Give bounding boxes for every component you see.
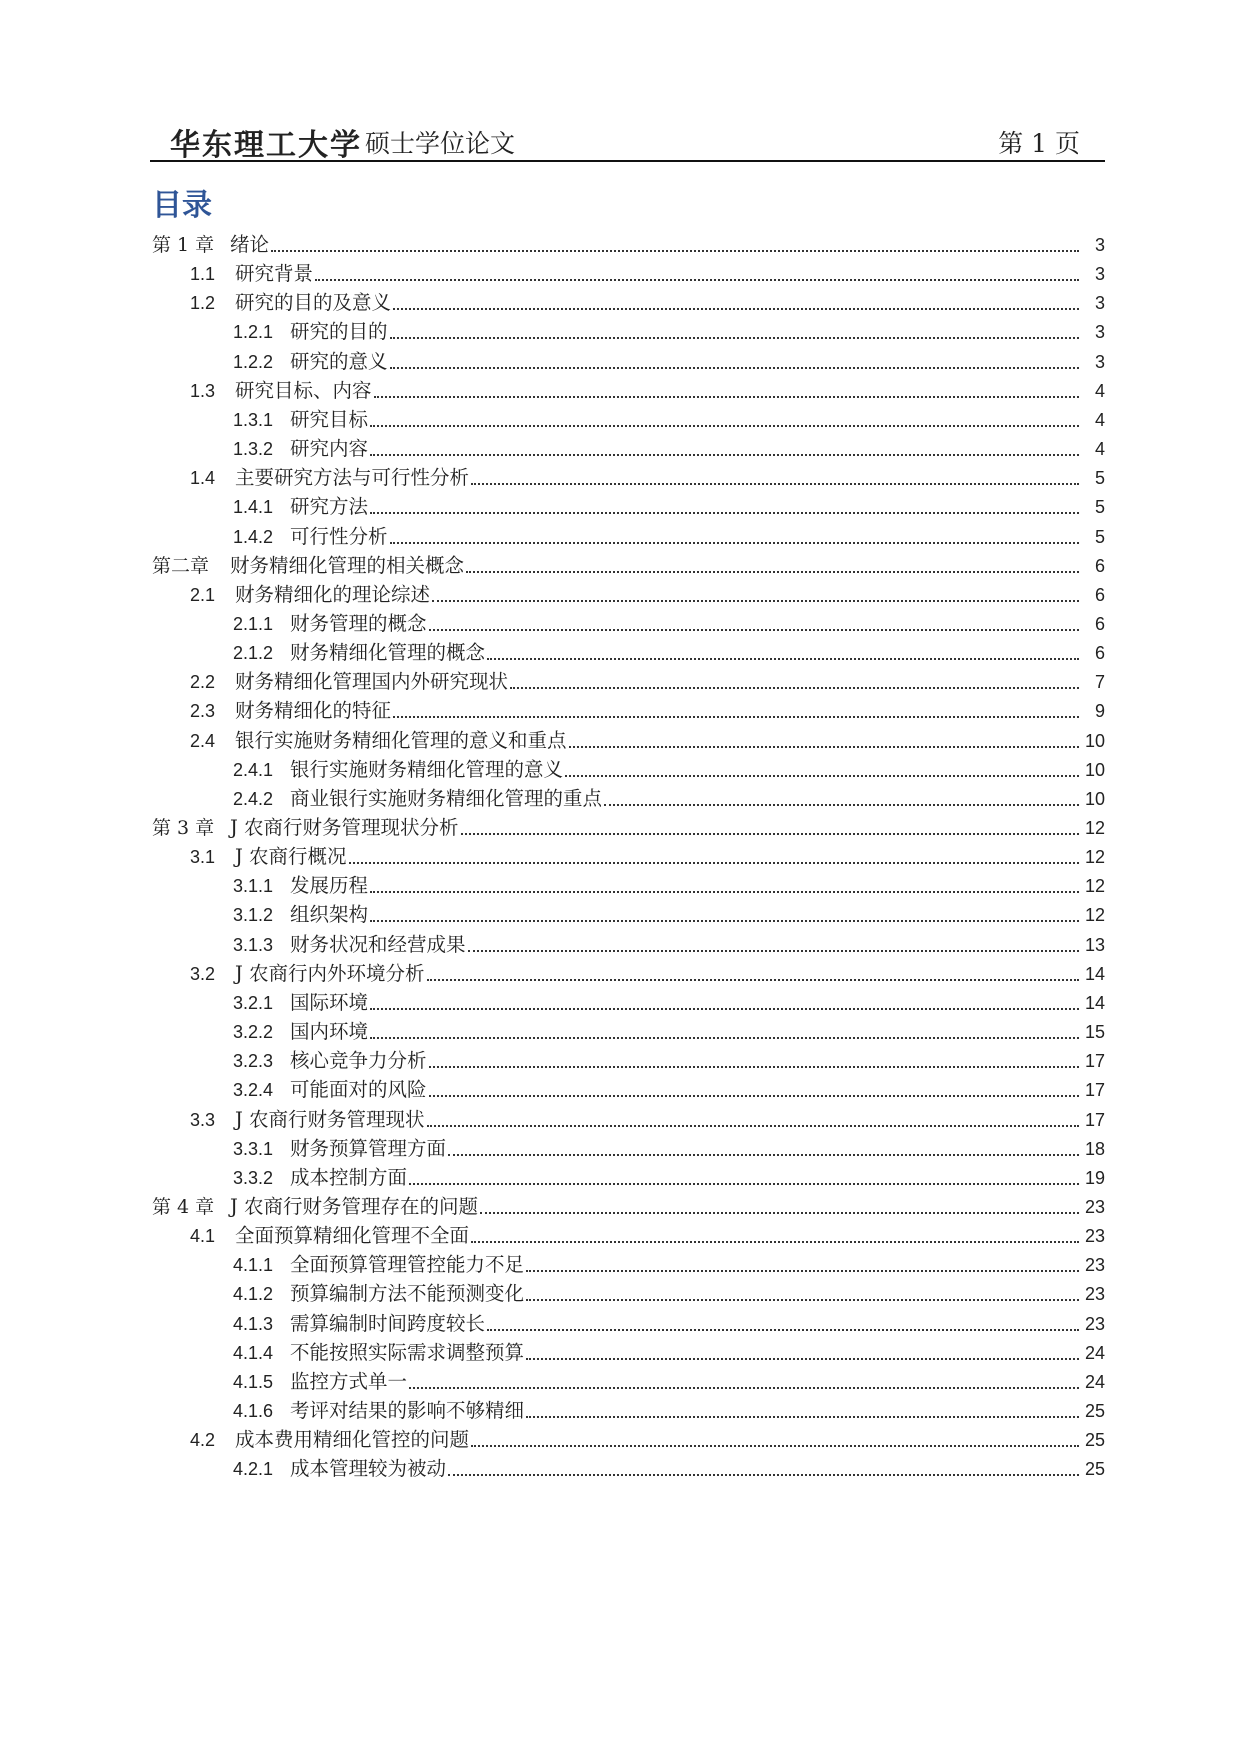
toc-entry[interactable]	[0, 1367, 1241, 1397]
toc-entry-number: 第 4 章	[152, 1195, 215, 1218]
toc-entry[interactable]	[0, 784, 1241, 814]
toc-entry[interactable]	[0, 230, 1241, 260]
toc-entry-label: 研究目标、内容	[235, 378, 372, 402]
toc-entry-label: 研究内容	[290, 437, 369, 461]
toc-entry[interactable]	[0, 900, 1241, 930]
toc-entry[interactable]	[0, 1192, 1241, 1222]
toc-dot-leader	[468, 950, 1079, 952]
toc-entry[interactable]	[0, 1221, 1241, 1251]
toc-entry-label: 银行实施财务精细化管理的意义	[290, 757, 564, 781]
toc-entry[interactable]	[0, 1046, 1241, 1076]
toc-entry-page: 14	[1084, 992, 1105, 1013]
toc-entry-label: 财务精细化管理的相关概念	[230, 553, 465, 577]
toc-entry-page: 23	[1084, 1284, 1105, 1305]
toc-dot-leader	[510, 687, 1079, 689]
toc-dot-leader	[461, 833, 1079, 835]
toc-entry-label: 研究背景	[235, 262, 314, 286]
toc-dot-leader	[429, 629, 1079, 631]
toc-entry-label: 发展历程	[290, 874, 369, 898]
toc-entry-number: 1.4.2	[233, 526, 274, 547]
toc-entry[interactable]	[0, 1075, 1241, 1105]
toc-entry-label: 财务精细化管理的概念	[290, 641, 486, 665]
toc-entry-number: 2.1	[190, 584, 216, 605]
toc-dot-leader	[409, 1387, 1079, 1389]
toc-entry-page: 23	[1084, 1255, 1105, 1276]
toc-entry[interactable]	[0, 1163, 1241, 1193]
toc-entry[interactable]	[0, 551, 1241, 581]
toc-entry-number: 3.1.3	[233, 934, 274, 955]
toc-entry-label: 国际环境	[290, 990, 369, 1014]
toc-entry-number: 1.3.2	[233, 439, 274, 460]
toc-dot-leader	[374, 396, 1079, 398]
toc-entry-page: 6	[1094, 643, 1105, 664]
toc-dot-leader	[526, 1416, 1079, 1418]
toc-entry-label: 研究的目的	[290, 320, 388, 344]
toc-entry-number: 1.1	[190, 264, 216, 285]
toc-entry-page: 10	[1084, 788, 1105, 809]
toc-entry-page: 5	[1094, 497, 1105, 518]
toc-entry[interactable]	[0, 580, 1241, 610]
toc-entry-label: 财务状况和经营成果	[290, 932, 466, 956]
toc-entry-number: 第 3 章	[152, 817, 215, 839]
toc-dot-leader	[393, 308, 1079, 310]
toc-entry-page: 5	[1094, 468, 1105, 489]
toc-entry[interactable]	[0, 1309, 1241, 1339]
toc-entry-number: 1.2.2	[233, 351, 274, 372]
toc-entry-label: 财务精细化的特征	[235, 699, 392, 723]
toc-entry-number: 3.1.1	[233, 876, 274, 897]
toc-entry[interactable]	[0, 696, 1241, 726]
toc-entry-page: 12	[1084, 905, 1105, 926]
toc-entry-label: 核心竞争力分析	[290, 1049, 427, 1073]
toc-entry-number: 1.4	[190, 468, 216, 489]
toc-entry-page: 5	[1094, 526, 1105, 547]
toc-entry-label: 组织架构	[290, 903, 369, 927]
toc-dot-leader	[466, 571, 1079, 573]
toc-dot-leader	[432, 600, 1079, 602]
toc-entry[interactable]	[0, 959, 1241, 989]
toc-dot-leader	[429, 1066, 1079, 1068]
toc-entry[interactable]	[0, 376, 1241, 406]
toc-entry-number: 1.2	[190, 293, 216, 314]
toc-entry[interactable]	[0, 317, 1241, 347]
toc-entry[interactable]	[0, 463, 1241, 493]
toc-dot-leader	[471, 483, 1079, 485]
toc-dot-leader	[427, 1125, 1079, 1127]
toc-entry[interactable]	[0, 405, 1241, 435]
toc-dot-leader	[409, 1183, 1079, 1185]
toc-entry-page: 4	[1094, 380, 1105, 401]
toc-entry-page: 18	[1084, 1138, 1105, 1159]
toc-dot-leader	[393, 716, 1079, 718]
toc-entry-label: 监控方式单一	[290, 1369, 408, 1393]
toc-entry-number: 3.2	[190, 963, 216, 984]
toc-dot-leader	[487, 658, 1079, 660]
toc-entry-label: 财务预算管理方面	[290, 1136, 447, 1160]
toc-entry-number: 2.4	[190, 730, 216, 751]
toc-entry[interactable]	[0, 434, 1241, 464]
toc-dot-leader	[349, 862, 1079, 864]
toc-entry-label: 成本控制方面	[290, 1165, 408, 1189]
toc-dot-leader	[370, 425, 1079, 427]
page-number: 第 1 页	[998, 129, 1080, 158]
toc-entry-page: 12	[1084, 818, 1105, 838]
toc-dot-leader	[271, 250, 1079, 252]
toc-entry-number: 4.1.1	[233, 1255, 274, 1276]
toc-entry[interactable]	[0, 930, 1241, 960]
toc-entry[interactable]	[0, 755, 1241, 785]
toc-dot-leader	[526, 1358, 1079, 1360]
toc-entry-number: 3.3.1	[233, 1138, 274, 1159]
toc-dot-leader	[390, 367, 1079, 369]
toc-entry[interactable]	[0, 259, 1241, 289]
toc-entry-label: J 农商行财务管理现状	[235, 1107, 425, 1131]
toc-entry-page: 4	[1094, 439, 1105, 460]
toc-dot-leader	[448, 1154, 1079, 1156]
toc-entry-number: 4.1.6	[233, 1401, 274, 1421]
toc-dot-leader	[487, 1329, 1079, 1331]
toc-dot-leader	[429, 1095, 1079, 1097]
toc-entry-page: 3	[1094, 322, 1105, 343]
toc-entry-number: 4.1.5	[233, 1371, 274, 1392]
university-name: 华东理工大学	[170, 128, 362, 163]
toc-entry-number: 1.3	[190, 380, 216, 401]
degree-label: 硕士学位论文	[365, 129, 516, 158]
toc-entry[interactable]	[0, 988, 1241, 1018]
toc-entry-label: 不能按照实际需求调整预算	[290, 1340, 525, 1364]
toc-entry-label: J 农商行概况	[235, 845, 347, 869]
toc-entry-label: 全面预算管理管控能力不足	[290, 1253, 525, 1277]
toc-entry[interactable]	[0, 1396, 1241, 1426]
toc-entry[interactable]	[0, 492, 1241, 522]
toc-entry-page: 3	[1094, 293, 1105, 314]
toc-entry-page: 25	[1084, 1430, 1105, 1451]
toc-entry-label: 研究目标	[290, 407, 369, 431]
toc-entry-page: 12	[1084, 847, 1105, 868]
toc-entry[interactable]	[0, 1279, 1241, 1309]
toc-entry-number: 2.2	[190, 672, 216, 693]
toc-entry-page: 6	[1094, 555, 1105, 576]
toc-entry-page: 7	[1094, 672, 1105, 693]
toc-entry-label: 银行实施财务精细化管理的意义和重点	[235, 728, 567, 752]
toc-entry-label: 成本管理较为被动	[290, 1457, 447, 1481]
toc-dot-leader	[565, 775, 1079, 777]
toc-entry-number: 4.1.3	[233, 1313, 274, 1334]
toc-entry-number: 4.1.4	[233, 1342, 274, 1363]
toc-entry-page: 4	[1094, 409, 1105, 430]
toc-entry[interactable]	[0, 813, 1241, 843]
toc-entry-number: 3.3.2	[233, 1167, 274, 1188]
toc-dot-leader	[390, 337, 1079, 339]
toc-entry-label: 预算编制方法不能预测变化	[290, 1282, 525, 1306]
toc-entry-page: 10	[1084, 759, 1105, 780]
toc-entry-page: 25	[1084, 1459, 1105, 1480]
toc-entry-number: 4.2	[190, 1430, 216, 1451]
toc-entry[interactable]	[0, 288, 1241, 318]
toc-entry-page: 10	[1084, 730, 1105, 751]
toc-entry-page: 17	[1084, 1051, 1105, 1072]
toc-entry-page: 25	[1084, 1401, 1105, 1421]
toc-dot-leader	[315, 279, 1079, 281]
toc-entry-number: 3.3	[190, 1109, 216, 1130]
toc-entry-label: 财务精细化管理国内外研究现状	[235, 670, 509, 694]
toc-dot-leader	[448, 1474, 1079, 1476]
toc-entry-page: 19	[1084, 1167, 1105, 1188]
toc-entry-label: 需算编制时间跨度较长	[290, 1311, 486, 1335]
toc-entry-page: 17	[1084, 1109, 1105, 1130]
toc-entry[interactable]	[0, 871, 1241, 901]
toc-entry-label: J 农商行内外环境分析	[235, 961, 425, 985]
toc-entry-number: 4.1.2	[233, 1284, 274, 1305]
toc-entry-number: 1.4.1	[233, 497, 274, 518]
toc-dot-leader	[604, 804, 1079, 806]
toc-entry-page: 3	[1094, 351, 1105, 372]
toc-entry-number: 1.3.1	[233, 409, 274, 430]
toc-entry-label: 研究方法	[290, 495, 369, 519]
toc-entry-number: 2.4.1	[233, 759, 274, 780]
toc-entry-page: 15	[1084, 1022, 1105, 1043]
toc-dot-leader	[427, 979, 1079, 981]
toc-entry-page: 9	[1094, 701, 1105, 722]
toc-dot-leader	[390, 542, 1079, 544]
toc-entry-page: 6	[1094, 613, 1105, 634]
toc-entry-number: 3.2.2	[233, 1022, 274, 1043]
toc-entry-label: 绪论	[230, 233, 270, 256]
toc-dot-leader	[370, 1037, 1079, 1039]
toc-entry-label: 财务精细化的理论综述	[235, 582, 431, 606]
toc-entry-number: 1.2.1	[233, 322, 274, 343]
toc-entry-page: 14	[1084, 963, 1105, 984]
toc-entry-number: 3.1.2	[233, 905, 274, 926]
toc-entry-label: 可行性分析	[290, 524, 388, 548]
toc-entry-label: 研究的意义	[290, 349, 388, 373]
toc-entry-label: 考评对结果的影响不够精细	[290, 1399, 525, 1422]
toc-entry-number: 4.1	[190, 1226, 216, 1247]
toc-title: 目录	[152, 188, 212, 223]
toc-dot-leader	[370, 920, 1079, 922]
toc-entry[interactable]	[0, 522, 1241, 552]
toc-entry-page: 3	[1094, 264, 1105, 285]
toc-dot-leader	[370, 512, 1079, 514]
toc-entry[interactable]	[0, 1017, 1241, 1047]
toc-entry[interactable]	[0, 1105, 1241, 1135]
toc-entry-page: 23	[1084, 1196, 1105, 1217]
toc-dot-leader	[471, 1445, 1079, 1447]
toc-entry-number: 3.2.3	[233, 1051, 274, 1072]
toc-entry[interactable]	[0, 726, 1241, 756]
toc-entry-number: 3.2.4	[233, 1080, 274, 1101]
toc-entry[interactable]	[0, 609, 1241, 639]
toc-entry[interactable]	[0, 667, 1241, 697]
page-header	[150, 120, 1105, 162]
toc-entry-label: 成本费用精细化管控的问题	[235, 1428, 470, 1452]
toc-entry-page: 23	[1084, 1226, 1105, 1247]
toc-dot-leader	[526, 1270, 1079, 1272]
toc-entry-number: 2.4.2	[233, 788, 274, 809]
toc-entry-label: 主要研究方法与可行性分析	[235, 466, 470, 490]
toc-dot-leader	[370, 454, 1079, 456]
toc-entry-number: 2.1.2	[233, 643, 274, 664]
toc-entry-number: 第 1 章	[152, 234, 215, 256]
toc-entry[interactable]	[0, 842, 1241, 872]
toc-dot-leader	[569, 746, 1079, 748]
toc-entry-page: 24	[1084, 1342, 1105, 1363]
toc-entry-number: 3.1	[190, 847, 216, 868]
toc-entry-number: 3.2.1	[233, 992, 274, 1013]
toc-entry-number: 2.3	[190, 701, 216, 722]
toc-entry-page: 12	[1084, 876, 1105, 897]
toc-entry-page: 23	[1084, 1313, 1105, 1334]
toc-dot-leader	[370, 891, 1079, 893]
toc-entry-label: J 农商行财务管理现状分析	[230, 816, 459, 839]
toc-dot-leader	[526, 1299, 1079, 1301]
toc-entry-number: 第二章	[152, 554, 210, 577]
toc-dot-leader	[471, 1241, 1079, 1243]
toc-entry-label: 国内环境	[290, 1020, 369, 1044]
toc-entry-page: 17	[1084, 1080, 1105, 1101]
toc-entry[interactable]	[0, 347, 1241, 377]
toc-entry-label: 商业银行实施财务精细化管理的重点	[290, 786, 603, 810]
toc-entry-label: J 农商行财务管理存在的问题	[230, 1194, 479, 1218]
toc-dot-leader	[480, 1212, 1079, 1214]
toc-entry-label: 全面预算精细化管理不全面	[235, 1224, 470, 1248]
toc-entry-number: 2.1.1	[233, 613, 274, 634]
toc-entry[interactable]	[0, 1454, 1241, 1484]
toc-entry-label: 财务管理的概念	[290, 611, 427, 635]
toc-entry[interactable]	[0, 638, 1241, 668]
toc-entry-page: 6	[1094, 584, 1105, 605]
toc-entry-number: 4.2.1	[233, 1459, 274, 1480]
toc-entry-label: 研究的目的及意义	[235, 291, 392, 315]
toc-entry[interactable]	[0, 1134, 1241, 1164]
toc-entry[interactable]	[0, 1250, 1241, 1280]
toc-entry-page: 13	[1084, 934, 1105, 955]
toc-dot-leader	[370, 1008, 1079, 1010]
toc-entry-label: 可能面对的风险	[290, 1078, 427, 1102]
toc-entry[interactable]	[0, 1338, 1241, 1368]
toc-entry-page: 3	[1094, 235, 1105, 255]
toc-entry-page: 24	[1084, 1371, 1105, 1392]
toc-entry[interactable]	[0, 1425, 1241, 1455]
